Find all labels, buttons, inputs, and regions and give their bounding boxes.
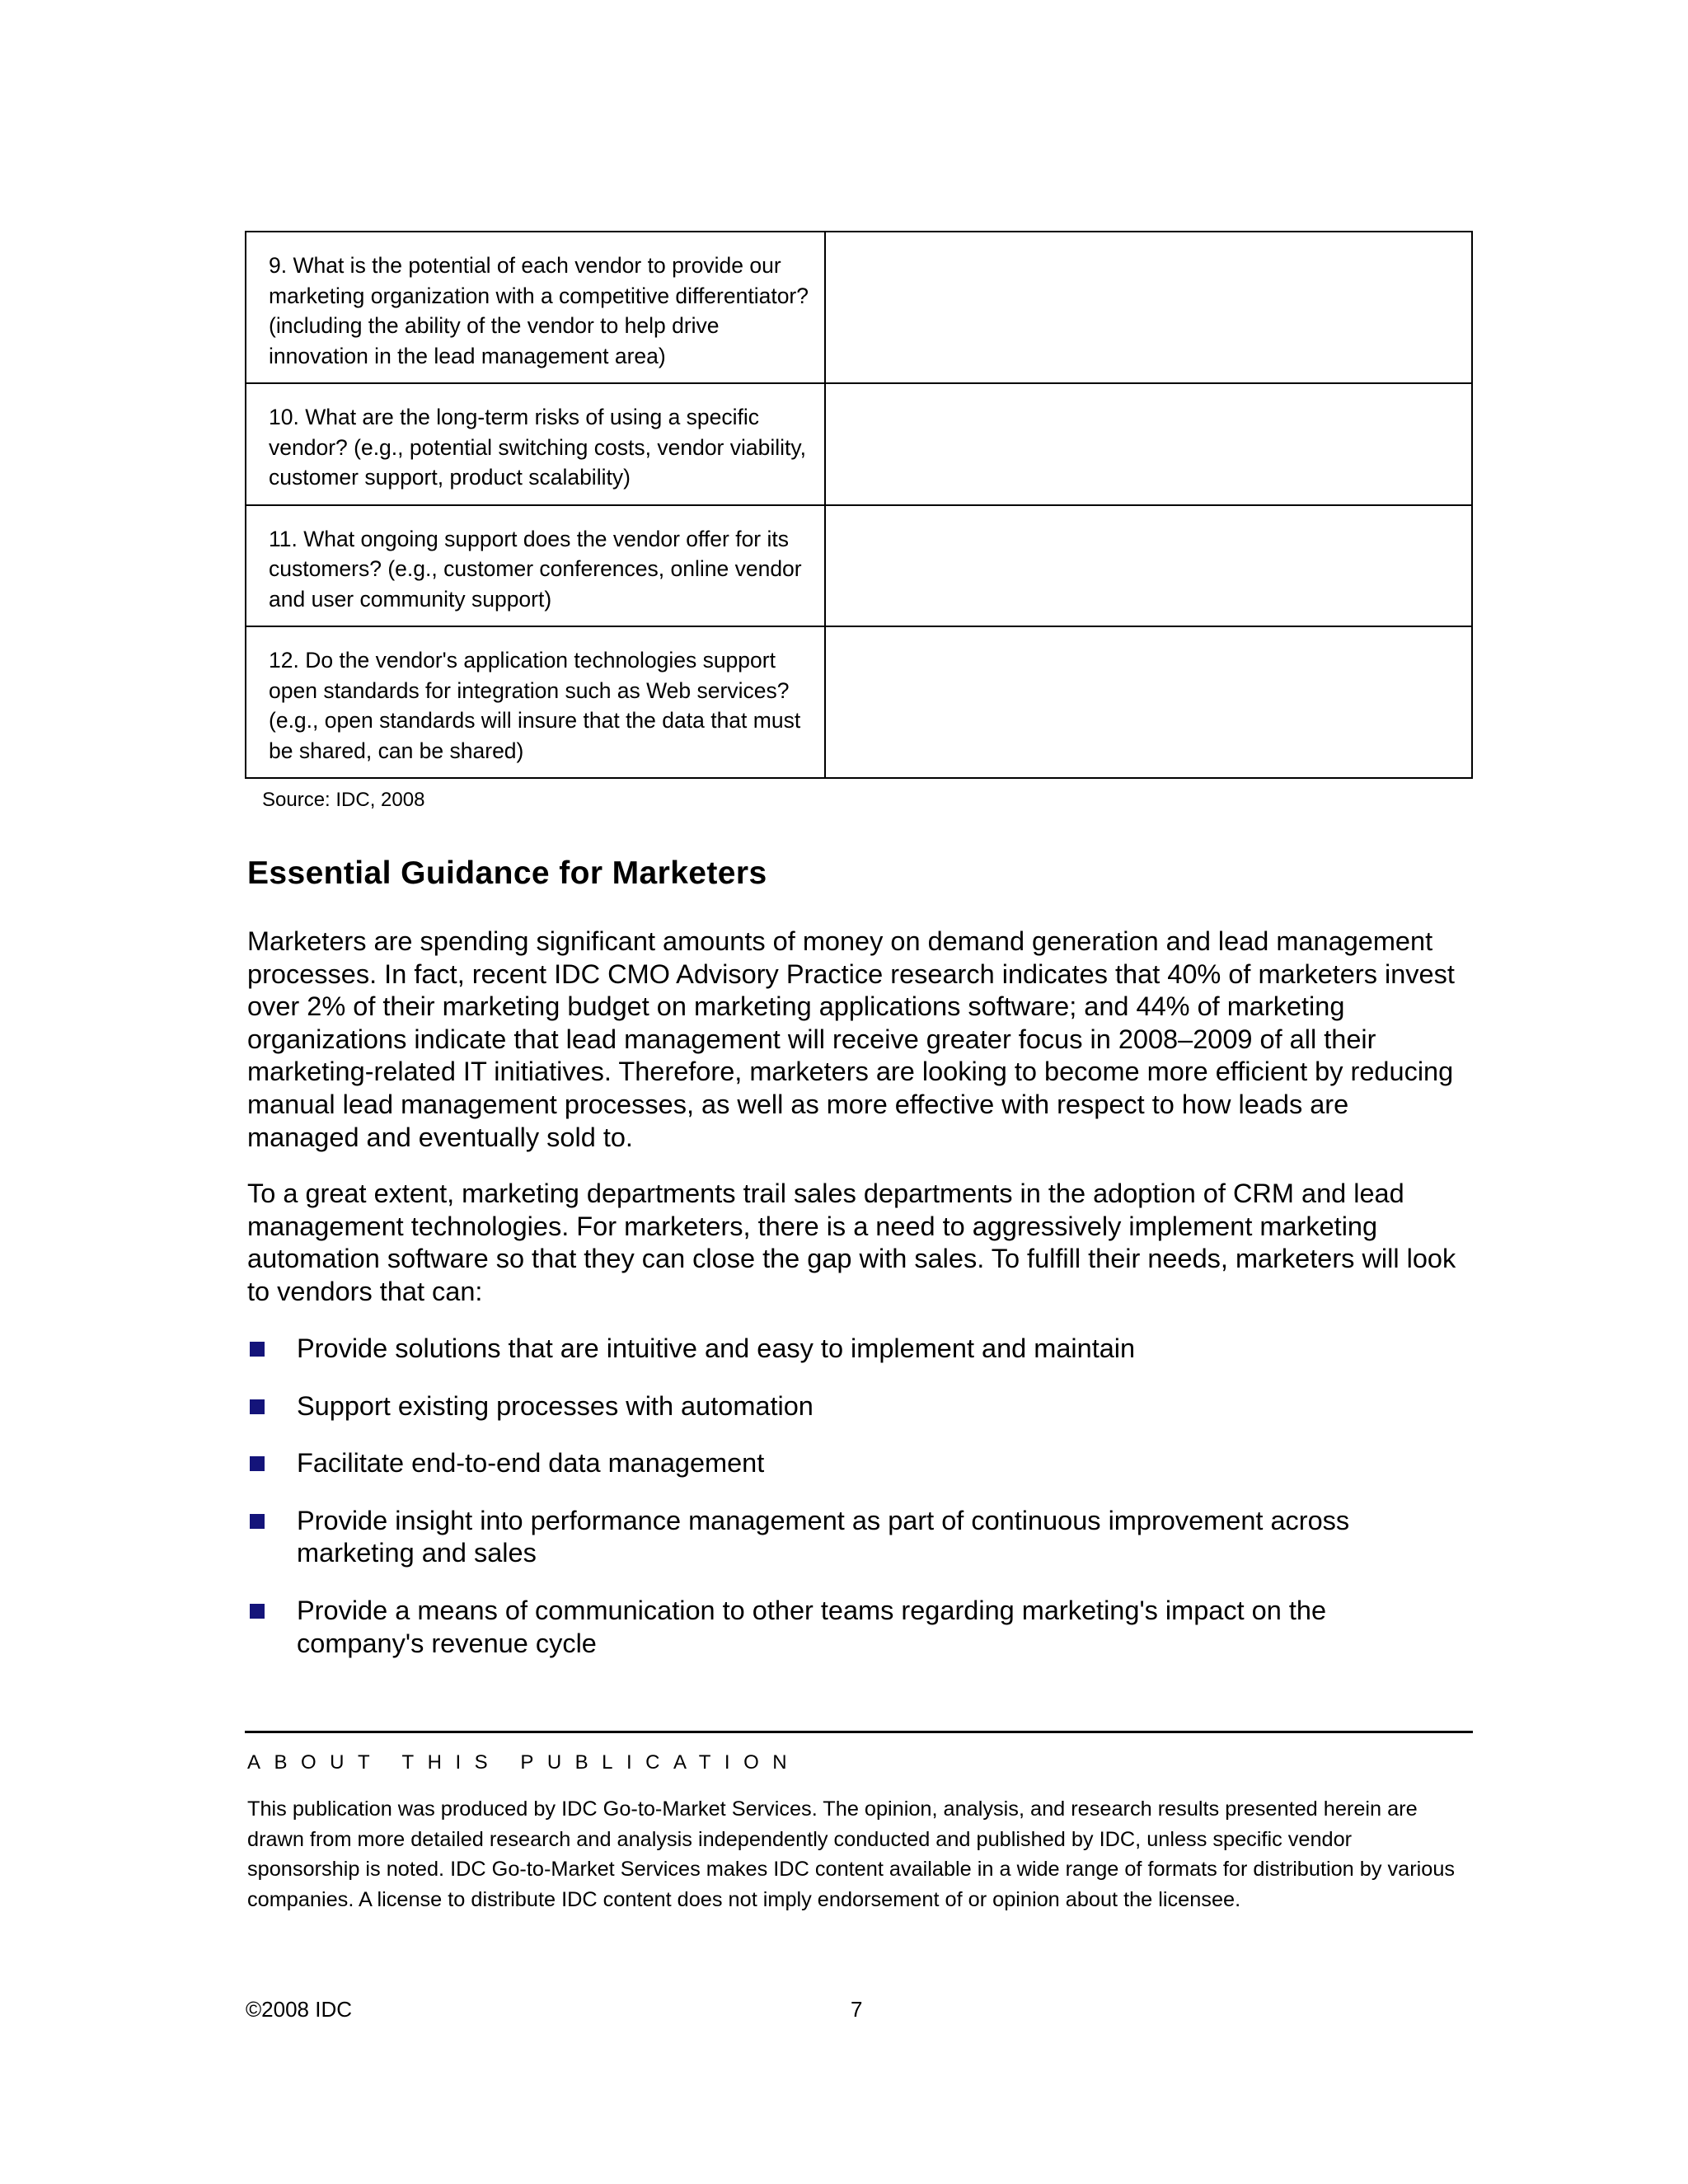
table-row <box>246 505 1472 627</box>
list-item-text: Support existing processes with automation <box>297 1390 814 1421</box>
list-item <box>247 1447 1459 1480</box>
list-item-text: Provide a means of communication to other teams regarding marketing's impact on the company's revenue cycle <box>297 1595 1327 1658</box>
square-bullet-icon <box>250 1604 265 1619</box>
footer-copyright: ©2008 IDC <box>246 1997 352 2022</box>
list-item <box>247 1333 1459 1366</box>
body-paragraph: To a great extent, marketing departments trail sales departments in the adoption of CRM and lead management technologies. For marketers, there is a need to aggressively implement marketing automation software so that they can close the gap with sales. To fulfill their needs, marketers will look to vendors that can: <box>247 1179 1456 1306</box>
question-cell: 10. What are the long-term risks of using a specific vendor? (e.g., potential switching costs, vendor viability, customer support, product scalability) <box>246 383 825 505</box>
question-cell: 12. Do the vendor's application technologies support open standards for integration such as Web services? (e.g., open standards will insure that the data that must be shared, can be shared) <box>246 626 825 778</box>
table-source: Source: IDC, 2008 <box>262 789 425 811</box>
answer-cell <box>825 626 1472 778</box>
answer-cell <box>825 505 1472 627</box>
body-paragraph: Marketers are spending significant amounts of money on demand generation and lead management processes. In fact, recent IDC CMO Advisory Practice research indicates that 40% of marketers invest over 2% of their marketing budget on marketing applications software; and 44% of marketing organizations indicate that lead management will receive greater focus in 2008–2009 of all their marketing-related IT initiatives. Therefore, marketers are looking to become more efficient by reducing manual lead management processes, as well as more effective with respect to how leads are managed and eventually sold to. <box>247 926 1455 1152</box>
about-text: This publication was produced by IDC Go-to-Market Services. The opinion, analysis, and research results presented herein are drawn from more detailed research and analysis independently conducted and published by IDC, unless specific vendor sponsorship is noted. IDC Go-to-Market Services makes IDC content available in a wide range of formats for distribution by various companies. A license to distribute IDC content does not imply endorsement of or opinion about the licensee. <box>247 1797 1456 1911</box>
question-cell: 9. What is the potential of each vendor to provide our marketing organization with a competitive differentiator? (including the ability of the vendor to help drive innovation in the lead management area) <box>246 232 825 383</box>
section-heading: Essential Guidance for Marketers <box>247 855 767 891</box>
page-number: 7 <box>851 1997 863 2022</box>
square-bullet-icon <box>250 1399 265 1414</box>
list-item-text: Provide insight into performance management as part of continuous improvement across marketing and sales <box>297 1505 1350 1568</box>
list-item <box>247 1505 1459 1570</box>
square-bullet-icon <box>250 1514 265 1529</box>
section-divider <box>245 1731 1473 1733</box>
list-item <box>247 1390 1459 1423</box>
vendor-questions-table <box>245 231 1473 779</box>
about-title: ABOUT THIS PUBLICATION <box>247 1751 801 1774</box>
table-row <box>246 626 1472 778</box>
table-row <box>246 383 1472 505</box>
list-item-text: Provide solutions that are intuitive and easy to implement and maintain <box>297 1333 1136 1363</box>
answer-cell <box>825 383 1472 505</box>
list-item-text: Facilitate end-to-end data management <box>297 1448 765 1479</box>
answer-cell <box>825 232 1472 383</box>
square-bullet-icon <box>250 1456 265 1471</box>
list-item <box>247 1595 1459 1660</box>
table-row <box>246 232 1472 383</box>
vendor-needs-list <box>247 1333 1459 1685</box>
question-cell: 11. What ongoing support does the vendor offer for its customers? (e.g., customer conferences, online vendor and user community support) <box>246 505 825 627</box>
square-bullet-icon <box>250 1342 265 1357</box>
